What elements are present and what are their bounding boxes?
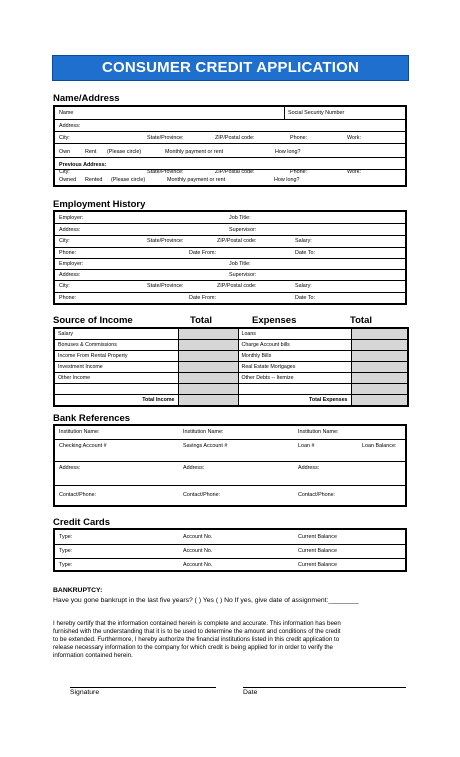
income-source-label: Salary bbox=[54, 328, 178, 340]
card3-balance-field[interactable]: Current Balance bbox=[298, 562, 337, 568]
card1-type-field[interactable]: Type: bbox=[59, 534, 73, 540]
contact3-field[interactable]: Contact/Phone: bbox=[298, 492, 336, 498]
employer-state-field[interactable]: State/Province: bbox=[147, 238, 184, 244]
income-amount-cell[interactable] bbox=[178, 328, 238, 340]
expense-amount-cell[interactable] bbox=[351, 362, 408, 373]
expense-label: Charge Account bills bbox=[238, 340, 351, 351]
expenses-heading: Expenses bbox=[252, 315, 297, 326]
expense-amount-cell[interactable] bbox=[351, 328, 408, 340]
date-from2-field[interactable]: Date From: bbox=[189, 295, 216, 301]
certification-line: information contained herein. bbox=[53, 652, 133, 659]
salary2-field[interactable]: Salary: bbox=[295, 283, 312, 289]
income-source-label: Income From Rental Property bbox=[54, 351, 178, 362]
form-title: CONSUMER CREDIT APPLICATION bbox=[52, 55, 409, 81]
expense-label: Monthly Bills bbox=[238, 351, 351, 362]
certification-line: I hereby certify that the information contained herein is complete and accurate. This information has been bbox=[53, 620, 341, 627]
name-address-box bbox=[53, 105, 407, 187]
employer2-city-field[interactable]: City: bbox=[59, 283, 70, 289]
expense-label: Real Estate Mortgages bbox=[238, 362, 351, 373]
certification-line: release necessary information to the company for which credit is being applied for in order to verify the bbox=[53, 644, 333, 651]
circle-note: (Please circle) bbox=[107, 149, 142, 155]
salary-field[interactable]: Salary: bbox=[295, 238, 312, 244]
income-amount-cell[interactable] bbox=[178, 373, 238, 384]
employer2-phone-field[interactable]: Phone: bbox=[59, 295, 77, 301]
income-source-label bbox=[54, 384, 178, 395]
contact2-field[interactable]: Contact/Phone: bbox=[183, 492, 221, 498]
income-source-label: Other Income bbox=[54, 373, 178, 384]
income-amount-cell[interactable] bbox=[178, 362, 238, 373]
signature-label: Signature bbox=[70, 689, 100, 696]
phone-field[interactable]: Phone: bbox=[290, 135, 308, 141]
card2-type-field[interactable]: Type: bbox=[59, 548, 73, 554]
card2-balance-field[interactable]: Current Balance bbox=[298, 548, 337, 554]
previous-address-label: Previous Address: bbox=[59, 162, 107, 168]
employer-field[interactable]: Employer: bbox=[59, 215, 84, 221]
name-address-heading: Name/Address bbox=[53, 93, 120, 104]
supervisor2-field[interactable]: Supervisor: bbox=[229, 272, 257, 278]
checking-field[interactable]: Checking Account # bbox=[59, 443, 107, 449]
employer-phone-field[interactable]: Phone: bbox=[59, 250, 77, 256]
bank-address1-field[interactable]: Address: bbox=[59, 465, 81, 471]
prev-zip-field[interactable]: ZIP/Postal code: bbox=[215, 169, 255, 175]
credit-heading: Credit Cards bbox=[53, 517, 111, 528]
contact1-field[interactable]: Contact/Phone: bbox=[59, 492, 97, 498]
income-amount-cell[interactable] bbox=[178, 340, 238, 351]
total-expenses-cell[interactable] bbox=[351, 395, 408, 407]
bank-address2-field[interactable]: Address: bbox=[183, 465, 205, 471]
card2-account-field[interactable]: Account No. bbox=[183, 548, 213, 554]
institution2-field[interactable]: Institution Name: bbox=[183, 429, 224, 435]
prev-circle-note: (Please circle) bbox=[111, 177, 146, 183]
prev-how-long-field[interactable]: How long? bbox=[274, 177, 300, 183]
income-heading: Source of Income bbox=[53, 315, 133, 326]
card1-balance-field[interactable]: Current Balance bbox=[298, 534, 337, 540]
income-total-heading: Total bbox=[190, 315, 212, 326]
prev-state-field[interactable]: State/Province: bbox=[147, 169, 184, 175]
job-title-field[interactable]: Job Title: bbox=[229, 215, 251, 221]
own-option[interactable]: Own bbox=[59, 149, 71, 155]
expense-amount-cell[interactable] bbox=[351, 384, 408, 395]
work-field[interactable]: Work: bbox=[347, 135, 361, 141]
expenses-total-heading: Total bbox=[350, 315, 372, 326]
expense-amount-cell[interactable] bbox=[351, 373, 408, 384]
employer-city-field[interactable]: City: bbox=[59, 238, 70, 244]
prev-phone-field[interactable]: Phone: bbox=[290, 169, 308, 175]
card1-account-field[interactable]: Account No. bbox=[183, 534, 213, 540]
monthly-payment-field[interactable]: Monthly payment or rent bbox=[165, 149, 224, 155]
prev-city-field[interactable]: City: bbox=[59, 169, 70, 175]
job-title2-field[interactable]: Job Title: bbox=[229, 261, 251, 267]
owned-option[interactable]: Owned bbox=[59, 177, 77, 183]
employer2-state-field[interactable]: State/Province: bbox=[147, 283, 184, 289]
expense-label: Other Debts -- Itemize bbox=[238, 373, 351, 384]
card3-type-field[interactable]: Type: bbox=[59, 562, 73, 568]
employer2-zip-field[interactable]: ZIP/Postal code: bbox=[217, 283, 257, 289]
employer-address-field[interactable]: Address: bbox=[59, 227, 81, 233]
total-income-cell[interactable] bbox=[178, 395, 238, 407]
date-to-field[interactable]: Date To: bbox=[295, 250, 315, 256]
expense-label bbox=[238, 384, 351, 395]
certification-line: furnished with the understanding that it is to be used to determine the amount and conditions of the credit bbox=[53, 628, 341, 635]
zip-field[interactable]: ZIP/Postal code: bbox=[215, 135, 255, 141]
income-expenses-table bbox=[53, 327, 409, 407]
employer2-field[interactable]: Employer: bbox=[59, 261, 84, 267]
expense-amount-cell[interactable] bbox=[351, 351, 408, 362]
how-long-field[interactable]: How long? bbox=[275, 149, 301, 155]
prev-work-field[interactable]: Work: bbox=[347, 169, 361, 175]
total-income-label: Total Income bbox=[54, 395, 178, 407]
employment-box bbox=[53, 210, 407, 305]
institution3-field[interactable]: Institution Name: bbox=[298, 429, 339, 435]
savings-field[interactable]: Savings Account # bbox=[183, 443, 228, 449]
income-source-label: Investment Income bbox=[54, 362, 178, 373]
income-source-label: Bonuses & Commissions bbox=[54, 340, 178, 351]
credit-box bbox=[53, 528, 407, 572]
address-field[interactable]: Address: bbox=[59, 123, 81, 129]
card3-account-field[interactable]: Account No. bbox=[183, 562, 213, 568]
date-to2-field[interactable]: Date To: bbox=[295, 295, 315, 301]
expense-label: Loans bbox=[238, 328, 351, 340]
date-line[interactable] bbox=[243, 687, 406, 688]
income-amount-cell[interactable] bbox=[178, 351, 238, 362]
bankruptcy-label: BANKRUPTCY: bbox=[53, 587, 103, 594]
certification-line: to be extended. Furthermore, I hereby authorize the financial institutions listed in this credit application to bbox=[53, 636, 340, 643]
loan-balance-field[interactable]: Loan Balance: bbox=[362, 443, 397, 449]
bank-box bbox=[53, 424, 407, 507]
bankruptcy-question[interactable]: Have you gone bankrupt in the last five years? ( ) Yes ( ) No If yes, give date of assignment:________ bbox=[53, 597, 359, 604]
total-expenses-label: Total Expenses bbox=[238, 395, 351, 407]
name-field[interactable]: Name bbox=[59, 110, 74, 116]
signature-line[interactable] bbox=[70, 687, 216, 688]
state-field[interactable]: State/Province: bbox=[147, 135, 184, 141]
rent-option[interactable]: Rent bbox=[85, 149, 97, 155]
supervisor-field[interactable]: Supervisor: bbox=[229, 227, 257, 233]
employment-heading: Employment History bbox=[53, 199, 146, 210]
prev-monthly-field[interactable]: Monthly payment or rent bbox=[167, 177, 226, 183]
institution1-field[interactable]: Institution Name: bbox=[59, 429, 100, 435]
ssn-field[interactable]: Social Security Number bbox=[288, 110, 345, 116]
bank-heading: Bank References bbox=[53, 413, 131, 424]
city-field[interactable]: City: bbox=[59, 135, 70, 141]
expense-amount-cell[interactable] bbox=[351, 340, 408, 351]
rented-option[interactable]: Rented bbox=[85, 177, 103, 183]
employer2-address-field[interactable]: Address: bbox=[59, 272, 81, 278]
date-label: Date bbox=[243, 689, 258, 696]
employer-zip-field[interactable]: ZIP/Postal code: bbox=[217, 238, 257, 244]
date-from-field[interactable]: Date From: bbox=[189, 250, 216, 256]
loan-field[interactable]: Loan # bbox=[298, 443, 315, 449]
income-amount-cell[interactable] bbox=[178, 384, 238, 395]
bank-address3-field[interactable]: Address: bbox=[298, 465, 320, 471]
